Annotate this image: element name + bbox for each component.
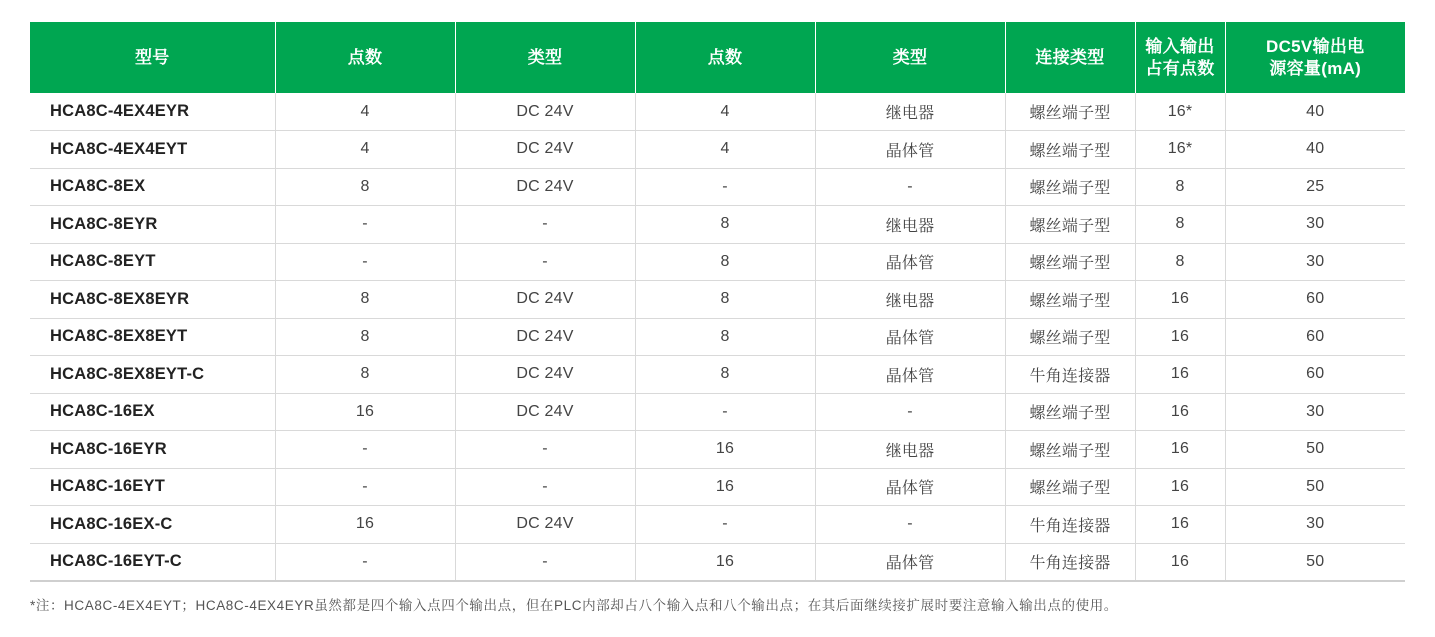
cell-connection-type: 牛角连接器 — [1005, 356, 1135, 394]
cell-input-points: 16 — [275, 393, 455, 431]
column-header-output-points — [635, 22, 815, 93]
cell-connection-type: 螺丝端子型 — [1005, 206, 1135, 244]
cell-connection-type: 螺丝端子型 — [1005, 393, 1135, 431]
cell-input-points: - — [275, 243, 455, 281]
cell-dc5v-capacity: 30 — [1225, 243, 1405, 281]
cell-model: HCA8C-16EYT-C — [30, 543, 275, 581]
table-footnote: *注：HCA8C-4EX4EYT；HCA8C-4EX4EYR虽然都是四个输入点四个输出点，但在PLC内部却占八个输入点和八个输出点；在其后面继续接扩展时要注意输入输出点的使用。 — [30, 597, 1118, 613]
cell-dc5v-capacity: 60 — [1225, 281, 1405, 319]
cell-dc5v-capacity: 50 — [1225, 468, 1405, 506]
cell-output-type: 继电器 — [815, 281, 1005, 319]
table-row — [30, 281, 1405, 319]
table-row — [30, 431, 1405, 469]
cell-input-points: 4 — [275, 93, 455, 131]
cell-occupied-points: 16 — [1135, 468, 1225, 506]
cell-input-type: - — [455, 206, 635, 244]
table-header — [30, 22, 1405, 93]
cell-input-type: - — [455, 543, 635, 581]
table-row — [30, 206, 1405, 244]
cell-occupied-points: 16 — [1135, 281, 1225, 319]
cell-input-points: 4 — [275, 131, 455, 169]
cell-occupied-points: 16 — [1135, 393, 1225, 431]
cell-dc5v-capacity: 30 — [1225, 206, 1405, 244]
column-header-output-points-line1: 点数 — [707, 47, 743, 67]
column-header-occupied-points-line2: 占有点数 — [1145, 58, 1215, 78]
cell-connection-type: 螺丝端子型 — [1005, 468, 1135, 506]
cell-model: HCA8C-16EYT — [30, 468, 275, 506]
cell-input-points: - — [275, 468, 455, 506]
cell-output-points: 16 — [635, 468, 815, 506]
cell-output-points: 4 — [635, 93, 815, 131]
cell-dc5v-capacity: 50 — [1225, 431, 1405, 469]
column-header-dc5v-capacity — [1225, 22, 1405, 93]
cell-dc5v-capacity: 40 — [1225, 131, 1405, 169]
table-header-row — [30, 22, 1405, 93]
cell-input-points: - — [275, 206, 455, 244]
cell-output-type: - — [815, 393, 1005, 431]
cell-output-points: 8 — [635, 206, 815, 244]
cell-output-points: 16 — [635, 543, 815, 581]
cell-model: HCA8C-4EX4EYR — [30, 93, 275, 131]
cell-output-points: 8 — [635, 281, 815, 319]
cell-input-points: 8 — [275, 318, 455, 356]
cell-input-points: - — [275, 543, 455, 581]
cell-model: HCA8C-8EX — [30, 168, 275, 206]
cell-connection-type: 螺丝端子型 — [1005, 281, 1135, 319]
cell-output-points: 16 — [635, 431, 815, 469]
cell-output-type: 晶体管 — [815, 356, 1005, 394]
cell-connection-type: 螺丝端子型 — [1005, 93, 1135, 131]
column-header-model — [30, 22, 275, 93]
cell-input-type: - — [455, 431, 635, 469]
cell-input-type: DC 24V — [455, 281, 635, 319]
cell-output-type: 继电器 — [815, 93, 1005, 131]
cell-occupied-points: 16 — [1135, 506, 1225, 544]
cell-model: HCA8C-4EX4EYT — [30, 131, 275, 169]
cell-occupied-points: 8 — [1135, 206, 1225, 244]
cell-occupied-points: 16* — [1135, 131, 1225, 169]
cell-output-type: 晶体管 — [815, 243, 1005, 281]
cell-dc5v-capacity: 50 — [1225, 543, 1405, 581]
cell-model: HCA8C-8EX8EYT — [30, 318, 275, 356]
cell-model: HCA8C-16EX-C — [30, 506, 275, 544]
cell-input-points: 8 — [275, 281, 455, 319]
column-header-output-type-line1: 类型 — [892, 47, 928, 67]
cell-model: HCA8C-8EX8EYT-C — [30, 356, 275, 394]
cell-occupied-points: 16 — [1135, 356, 1225, 394]
table-body — [30, 93, 1405, 581]
table-row — [30, 393, 1405, 431]
module-spec-table — [30, 22, 1405, 582]
cell-model: HCA8C-8EYR — [30, 206, 275, 244]
cell-input-points: - — [275, 431, 455, 469]
table-row — [30, 543, 1405, 581]
column-header-dc5v-capacity-line1: DC5V输出电 — [1266, 36, 1365, 56]
table-row — [30, 506, 1405, 544]
table-row — [30, 93, 1405, 131]
cell-connection-type: 牛角连接器 — [1005, 506, 1135, 544]
column-header-input-type — [455, 22, 635, 93]
cell-occupied-points: 16 — [1135, 431, 1225, 469]
cell-input-points: 8 — [275, 168, 455, 206]
cell-model: HCA8C-8EYT — [30, 243, 275, 281]
cell-output-type: 继电器 — [815, 431, 1005, 469]
cell-input-type: DC 24V — [455, 168, 635, 206]
table-row — [30, 131, 1405, 169]
column-header-input-type-line1: 类型 — [527, 47, 563, 67]
cell-connection-type: 螺丝端子型 — [1005, 168, 1135, 206]
cell-occupied-points: 8 — [1135, 243, 1225, 281]
cell-output-points: - — [635, 168, 815, 206]
cell-input-type: DC 24V — [455, 131, 635, 169]
column-header-occupied-points-line1: 输入输出 — [1145, 36, 1215, 56]
column-header-output-type — [815, 22, 1005, 93]
cell-connection-type: 牛角连接器 — [1005, 543, 1135, 581]
cell-connection-type: 螺丝端子型 — [1005, 318, 1135, 356]
cell-output-points: 8 — [635, 356, 815, 394]
cell-output-type: 晶体管 — [815, 543, 1005, 581]
column-header-model-line1: 型号 — [134, 47, 170, 67]
cell-dc5v-capacity: 30 — [1225, 393, 1405, 431]
cell-occupied-points: 8 — [1135, 168, 1225, 206]
column-header-input-points — [275, 22, 455, 93]
cell-input-type: - — [455, 243, 635, 281]
cell-connection-type: 螺丝端子型 — [1005, 243, 1135, 281]
cell-output-type: 晶体管 — [815, 318, 1005, 356]
cell-input-type: DC 24V — [455, 93, 635, 131]
cell-output-type: 继电器 — [815, 206, 1005, 244]
column-header-connection-type-line1: 连接类型 — [1035, 47, 1105, 67]
cell-occupied-points: 16 — [1135, 318, 1225, 356]
column-header-connection-type — [1005, 22, 1135, 93]
cell-connection-type: 螺丝端子型 — [1005, 131, 1135, 169]
column-header-occupied-points — [1135, 22, 1225, 93]
cell-output-points: 8 — [635, 243, 815, 281]
cell-connection-type: 螺丝端子型 — [1005, 431, 1135, 469]
column-header-input-points-line1: 点数 — [347, 47, 383, 67]
table-row — [30, 468, 1405, 506]
table-row — [30, 243, 1405, 281]
cell-input-points: 16 — [275, 506, 455, 544]
cell-output-points: 4 — [635, 131, 815, 169]
cell-dc5v-capacity: 25 — [1225, 168, 1405, 206]
cell-input-type: - — [455, 468, 635, 506]
cell-output-type: 晶体管 — [815, 468, 1005, 506]
cell-model: HCA8C-8EX8EYR — [30, 281, 275, 319]
cell-model: HCA8C-16EYR — [30, 431, 275, 469]
cell-input-type: DC 24V — [455, 318, 635, 356]
column-header-dc5v-capacity-line2: 源容量(mA) — [1269, 58, 1362, 78]
cell-output-type: - — [815, 168, 1005, 206]
cell-input-points: 8 — [275, 356, 455, 394]
cell-input-type: DC 24V — [455, 506, 635, 544]
cell-dc5v-capacity: 60 — [1225, 356, 1405, 394]
table-row — [30, 318, 1405, 356]
cell-model: HCA8C-16EX — [30, 393, 275, 431]
cell-output-type: - — [815, 506, 1005, 544]
cell-output-points: - — [635, 393, 815, 431]
cell-dc5v-capacity: 30 — [1225, 506, 1405, 544]
table-row — [30, 356, 1405, 394]
cell-output-points: - — [635, 506, 815, 544]
cell-dc5v-capacity: 40 — [1225, 93, 1405, 131]
cell-occupied-points: 16 — [1135, 543, 1225, 581]
cell-input-type: DC 24V — [455, 393, 635, 431]
table-row — [30, 168, 1405, 206]
cell-dc5v-capacity: 60 — [1225, 318, 1405, 356]
cell-occupied-points: 16* — [1135, 93, 1225, 131]
cell-output-points: 8 — [635, 318, 815, 356]
cell-input-type: DC 24V — [455, 356, 635, 394]
cell-output-type: 晶体管 — [815, 131, 1005, 169]
